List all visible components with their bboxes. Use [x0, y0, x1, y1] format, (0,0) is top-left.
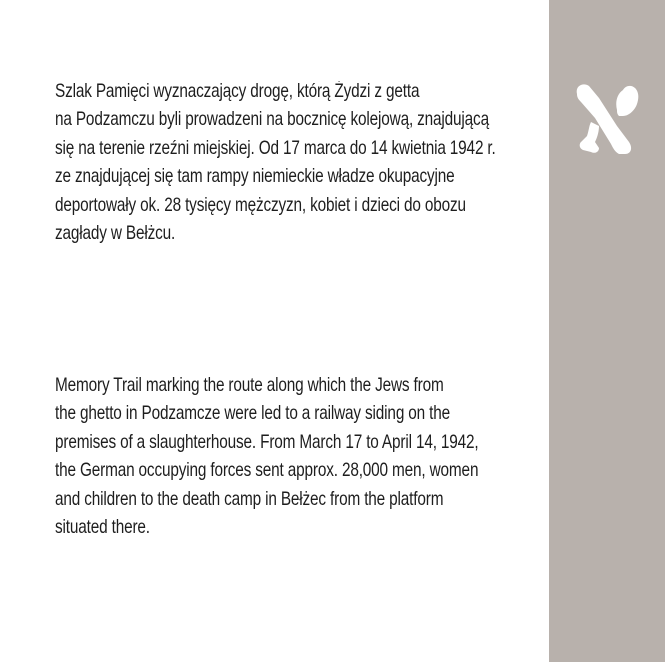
polish-line: się na terenie rzeźni miejskiej. Od 17 marca do 14 kwietnia 1942 r. [55, 137, 496, 159]
aleph-lower-leg [580, 122, 599, 153]
aleph-upper-arm [616, 86, 638, 116]
english-line: Memory Trail marking the route along which the Jews from [55, 375, 444, 396]
english-description [55, 372, 479, 542]
english-line: and children to the death camp in Bełżec from the platform [55, 488, 444, 510]
english-line: situated there. [55, 517, 150, 539]
english-line: the ghetto in Podzamcze were led to a railway siding on the [55, 403, 451, 425]
english-line: premises of a slaughterhouse. From March 17 to April 14, 1942, [55, 431, 479, 453]
polish-line: ze znajdującej się tam rampy niemieckie władze okupacyjne [55, 166, 455, 188]
polish-line: Szlak Pamięci wyznaczający drogę, którą Żydzi z getta [55, 81, 420, 102]
polish-line: na Podzamczu byli prowadzeni na bocznicę kolejową, znajdującą [55, 109, 489, 131]
polish-line: zagłady w Bełżcu. [55, 223, 176, 245]
aleph-icon [573, 80, 643, 156]
polish-description [55, 78, 496, 248]
english-line: the German occupying forces sent approx. 28,000 men, women [55, 460, 479, 482]
polish-line: deportowały ok. 28 tysięcy mężczyzn, kobiet i dzieci do obozu [55, 194, 466, 216]
